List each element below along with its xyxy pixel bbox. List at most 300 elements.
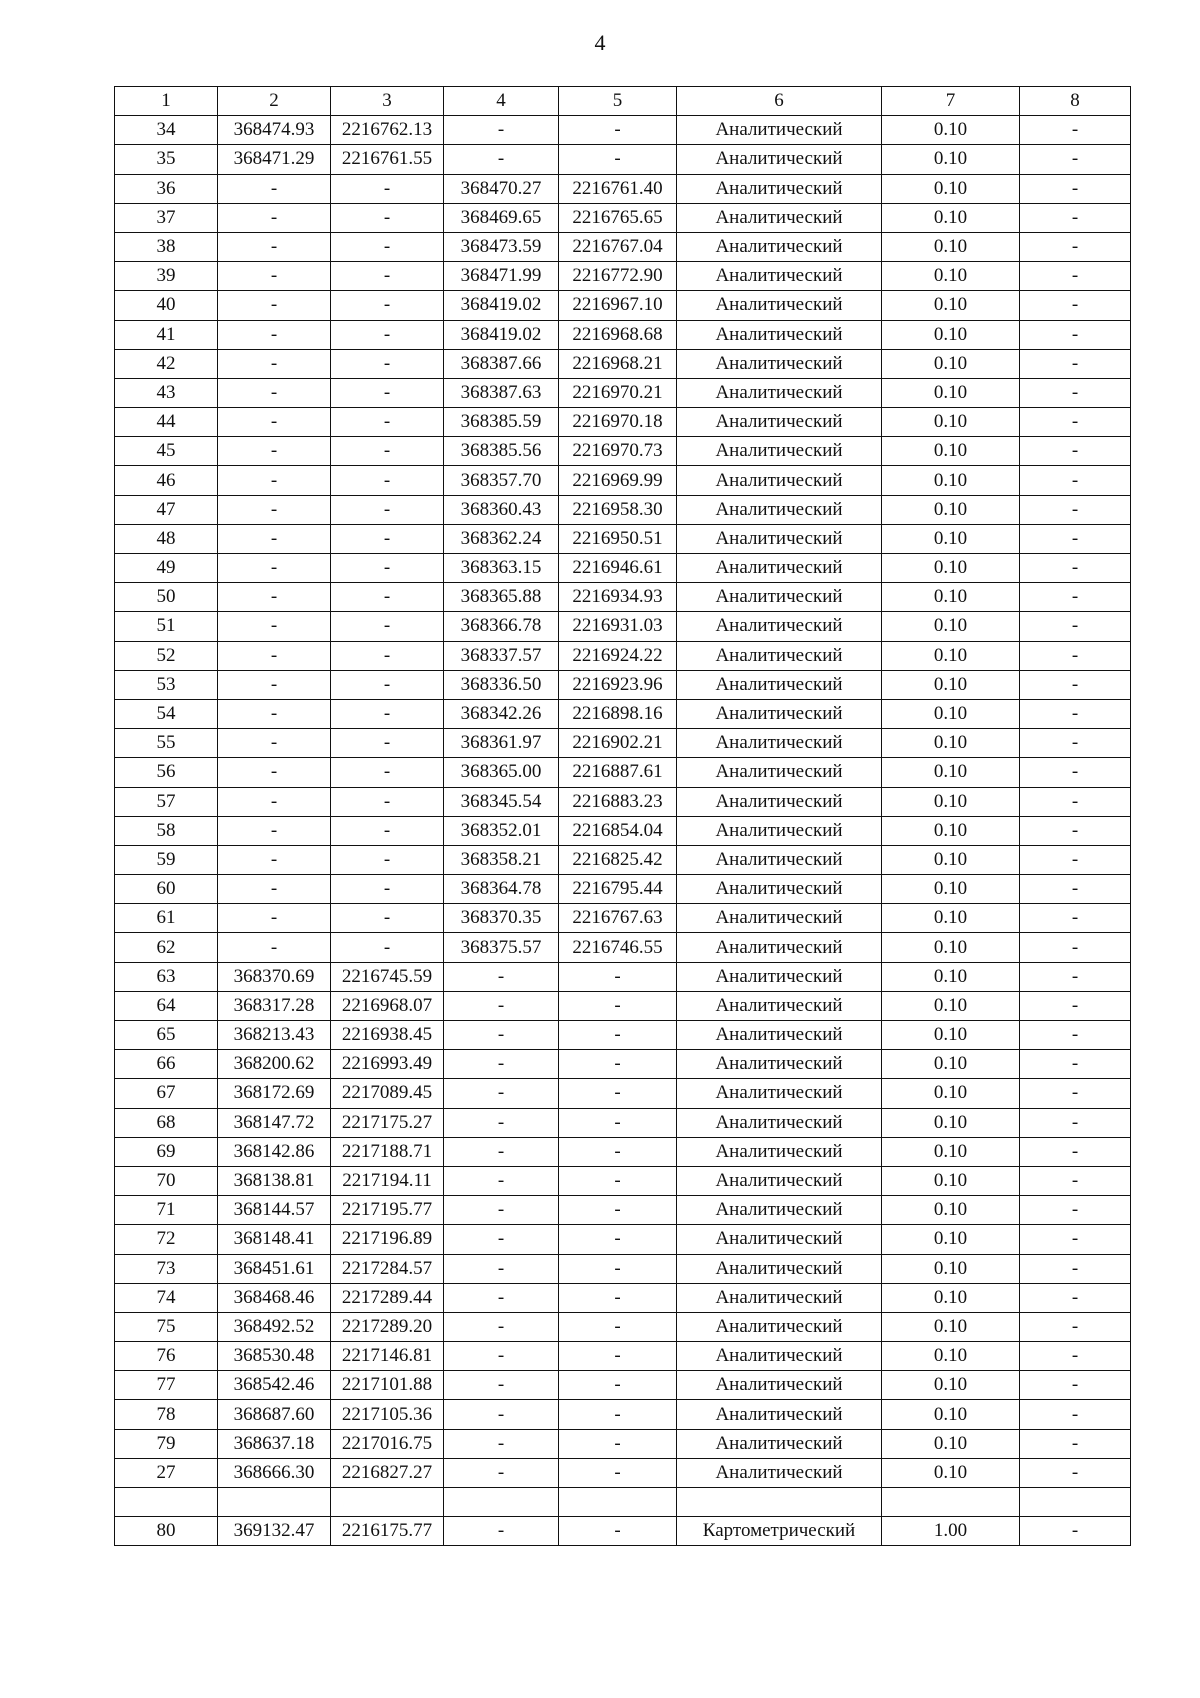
table-cell: - [331, 437, 444, 466]
table-cell: 0.10 [882, 203, 1020, 232]
table-cell: 2216970.21 [559, 378, 677, 407]
table-cell: 368492.52 [218, 1312, 331, 1341]
table-cell: - [1020, 437, 1131, 466]
table-cell: - [331, 758, 444, 787]
table-cell: - [218, 466, 331, 495]
table-cell: 368366.78 [444, 612, 559, 641]
table-cell: - [1020, 1225, 1131, 1254]
table-cell: 39 [115, 262, 218, 291]
table-cell: - [218, 291, 331, 320]
table-cell: - [559, 991, 677, 1020]
table-row [115, 1488, 1131, 1517]
table-row [115, 554, 1131, 583]
table-cell [677, 1488, 882, 1517]
table-cell: 2217196.89 [331, 1225, 444, 1254]
table-cell: 2216767.63 [559, 904, 677, 933]
table-cell: 0.10 [882, 904, 1020, 933]
table-row [115, 1225, 1131, 1254]
table-cell: 2217195.77 [331, 1196, 444, 1225]
table-row [115, 524, 1131, 553]
table-cell: 368370.35 [444, 904, 559, 933]
table-cell: 0.10 [882, 262, 1020, 291]
table-cell [882, 1488, 1020, 1517]
table-cell: 368361.97 [444, 729, 559, 758]
table-cell: 0.10 [882, 991, 1020, 1020]
table-cell: - [1020, 408, 1131, 437]
table-cell: - [444, 1079, 559, 1108]
table-cell: 75 [115, 1312, 218, 1341]
table-cell: - [218, 758, 331, 787]
table-row [115, 699, 1131, 728]
table-cell: - [218, 203, 331, 232]
table-cell: - [331, 262, 444, 291]
table-cell: 368385.59 [444, 408, 559, 437]
table-cell: - [1020, 991, 1131, 1020]
table-cell: 0.10 [882, 1342, 1020, 1371]
table-cell: 64 [115, 991, 218, 1020]
table-cell: 368148.41 [218, 1225, 331, 1254]
table-cell: - [1020, 962, 1131, 991]
table-cell: - [1020, 1137, 1131, 1166]
table-cell: 2216762.13 [331, 116, 444, 145]
table-cell: - [1020, 1458, 1131, 1487]
table-cell: Аналитический [677, 699, 882, 728]
table-cell: 2216958.30 [559, 495, 677, 524]
table-cell: 51 [115, 612, 218, 641]
table-cell: - [331, 554, 444, 583]
table-cell: - [444, 1517, 559, 1546]
table-cell: - [444, 1021, 559, 1050]
table-cell: 0.10 [882, 116, 1020, 145]
table-cell: Аналитический [677, 554, 882, 583]
table-cell: 368473.59 [444, 232, 559, 261]
table-cell: - [559, 1371, 677, 1400]
table-cell: 69 [115, 1137, 218, 1166]
table-cell: 368317.28 [218, 991, 331, 1020]
table-cell: - [1020, 1021, 1131, 1050]
table-cell: 0.10 [882, 1079, 1020, 1108]
table-cell: 57 [115, 787, 218, 816]
table-cell: Аналитический [677, 758, 882, 787]
table-cell: 68 [115, 1108, 218, 1137]
table-cell: 0.10 [882, 787, 1020, 816]
table-cell: Аналитический [677, 641, 882, 670]
table-cell: - [331, 203, 444, 232]
table-cell: - [218, 583, 331, 612]
table-cell: - [444, 1400, 559, 1429]
table-cell: 0.10 [882, 845, 1020, 874]
table-row [115, 1137, 1131, 1166]
table-cell: 0.10 [882, 495, 1020, 524]
table-cell: 61 [115, 904, 218, 933]
table-cell [115, 1488, 218, 1517]
table-cell: - [1020, 495, 1131, 524]
table-header-row [115, 87, 1131, 116]
table-cell: - [331, 378, 444, 407]
table-cell: Аналитический [677, 1021, 882, 1050]
table-cell: 0.10 [882, 554, 1020, 583]
table-row [115, 203, 1131, 232]
table-cell: 368358.21 [444, 845, 559, 874]
table-cell: - [444, 1283, 559, 1312]
table-cell: - [559, 116, 677, 145]
table-row [115, 408, 1131, 437]
table-cell: 63 [115, 962, 218, 991]
table-cell: Аналитический [677, 612, 882, 641]
table-cell: - [1020, 1400, 1131, 1429]
table-cell: Аналитический [677, 437, 882, 466]
table-cell: 2216745.59 [331, 962, 444, 991]
table-row [115, 378, 1131, 407]
table-cell: Аналитический [677, 904, 882, 933]
table-cell: 0.10 [882, 1021, 1020, 1050]
table-cell: 0.10 [882, 1225, 1020, 1254]
table-cell: - [1020, 524, 1131, 553]
table-cell: - [1020, 612, 1131, 641]
table-cell: - [331, 787, 444, 816]
table-cell: Аналитический [677, 203, 882, 232]
table-row [115, 991, 1131, 1020]
table-cell: - [559, 1196, 677, 1225]
table-cell: - [331, 349, 444, 378]
table-cell: - [1020, 378, 1131, 407]
column-header: 8 [1020, 87, 1131, 116]
table-row [115, 962, 1131, 991]
table-cell: 37 [115, 203, 218, 232]
table-cell: - [1020, 320, 1131, 349]
table-cell: 2216968.68 [559, 320, 677, 349]
table-cell: 2217188.71 [331, 1137, 444, 1166]
table-cell: - [559, 1283, 677, 1312]
table-cell: 2217194.11 [331, 1166, 444, 1195]
table-cell: - [331, 612, 444, 641]
table-cell: - [1020, 816, 1131, 845]
table-cell: 45 [115, 437, 218, 466]
table-cell: Аналитический [677, 116, 882, 145]
table-cell: 368357.70 [444, 466, 559, 495]
table-cell: Аналитический [677, 1196, 882, 1225]
table-cell: - [218, 554, 331, 583]
table-row [115, 145, 1131, 174]
table-cell: 38 [115, 232, 218, 261]
table-cell: 368530.48 [218, 1342, 331, 1371]
table-cell: - [559, 962, 677, 991]
table-row [115, 1079, 1131, 1108]
table-cell: 368342.26 [444, 699, 559, 728]
table-cell: 2216993.49 [331, 1050, 444, 1079]
table-cell: 368666.30 [218, 1458, 331, 1487]
table-cell: 2216761.55 [331, 145, 444, 174]
table-cell: - [559, 1342, 677, 1371]
table-row [115, 1371, 1131, 1400]
table-cell: 0.10 [882, 1312, 1020, 1341]
table-cell: 368345.54 [444, 787, 559, 816]
table-cell: - [1020, 699, 1131, 728]
table-cell: 2217175.27 [331, 1108, 444, 1137]
table-cell: 80 [115, 1517, 218, 1546]
table-cell: 2216970.18 [559, 408, 677, 437]
table-cell: 60 [115, 875, 218, 904]
table-cell: 50 [115, 583, 218, 612]
table-cell: 2217284.57 [331, 1254, 444, 1283]
column-header: 3 [331, 87, 444, 116]
column-header: 6 [677, 87, 882, 116]
table-cell: - [331, 699, 444, 728]
table-cell: 35 [115, 145, 218, 174]
table-cell: 0.10 [882, 320, 1020, 349]
table-cell: 0.10 [882, 1137, 1020, 1166]
table-cell: - [1020, 1166, 1131, 1195]
table-cell: 0.10 [882, 875, 1020, 904]
table-cell: - [444, 1429, 559, 1458]
table-cell: - [1020, 1517, 1131, 1546]
table-row [115, 758, 1131, 787]
table-cell: - [218, 495, 331, 524]
table-cell: - [218, 933, 331, 962]
table-cell: Аналитический [677, 1342, 882, 1371]
table-cell: - [444, 1312, 559, 1341]
table-cell: 0.10 [882, 962, 1020, 991]
table-cell: 2217289.44 [331, 1283, 444, 1312]
table-cell [1020, 1488, 1131, 1517]
table-cell: 0.10 [882, 1166, 1020, 1195]
table-row [115, 174, 1131, 203]
table-cell: 2216924.22 [559, 641, 677, 670]
table-cell: 49 [115, 554, 218, 583]
column-header: 1 [115, 87, 218, 116]
table-row [115, 437, 1131, 466]
table-cell: Аналитический [677, 1050, 882, 1079]
table-cell: Аналитический [677, 787, 882, 816]
table-cell: 43 [115, 378, 218, 407]
table-row [115, 116, 1131, 145]
table-cell: 0.10 [882, 612, 1020, 641]
table-cell: Аналитический [677, 1283, 882, 1312]
table-cell: - [331, 816, 444, 845]
table-cell: - [1020, 875, 1131, 904]
table-cell: - [218, 875, 331, 904]
table-cell: 0.10 [882, 729, 1020, 758]
table-cell: - [559, 1166, 677, 1195]
table-cell: - [218, 641, 331, 670]
table-cell: - [559, 145, 677, 174]
table-cell: 368419.02 [444, 320, 559, 349]
table-cell: - [444, 1225, 559, 1254]
table-cell: 42 [115, 349, 218, 378]
table-row [115, 1050, 1131, 1079]
table-cell: Аналитический [677, 1429, 882, 1458]
table-cell: 0.10 [882, 1371, 1020, 1400]
table-cell: 368352.01 [444, 816, 559, 845]
table-cell: - [444, 1458, 559, 1487]
table-cell: - [1020, 203, 1131, 232]
table-cell: - [331, 466, 444, 495]
table-cell: 41 [115, 320, 218, 349]
table-cell: 2216923.96 [559, 670, 677, 699]
table-cell: - [218, 232, 331, 261]
table-cell: 0.10 [882, 758, 1020, 787]
table-cell: 71 [115, 1196, 218, 1225]
table-cell: - [559, 1429, 677, 1458]
table-cell: 40 [115, 291, 218, 320]
table-row [115, 349, 1131, 378]
table-cell: 2216854.04 [559, 816, 677, 845]
table-cell: - [1020, 349, 1131, 378]
table-cell: 2216968.07 [331, 991, 444, 1020]
table-row [115, 1196, 1131, 1225]
table-cell: - [1020, 787, 1131, 816]
table-cell: 2216761.40 [559, 174, 677, 203]
table-cell: - [1020, 1050, 1131, 1079]
table-cell: - [1020, 262, 1131, 291]
table-cell: 36 [115, 174, 218, 203]
table-cell: Аналитический [677, 962, 882, 991]
table-cell: 0.10 [882, 933, 1020, 962]
table-cell: - [444, 1050, 559, 1079]
table-row [115, 1108, 1131, 1137]
table-cell: Аналитический [677, 466, 882, 495]
table-cell: 0.10 [882, 145, 1020, 174]
table-cell: - [1020, 1429, 1131, 1458]
table-cell: - [218, 729, 331, 758]
table-cell: 368385.56 [444, 437, 559, 466]
table-cell: - [331, 641, 444, 670]
column-header: 5 [559, 87, 677, 116]
table-row [115, 1254, 1131, 1283]
table-cell: - [331, 904, 444, 933]
table-cell: 52 [115, 641, 218, 670]
table-cell: - [218, 262, 331, 291]
table-cell: - [331, 291, 444, 320]
table-cell: 56 [115, 758, 218, 787]
table-cell: - [559, 1458, 677, 1487]
table-cell: 368213.43 [218, 1021, 331, 1050]
table-cell: 48 [115, 524, 218, 553]
table-cell: - [444, 116, 559, 145]
table-row [115, 1429, 1131, 1458]
table-cell: 46 [115, 466, 218, 495]
table-row [115, 262, 1131, 291]
table-cell: 0.10 [882, 437, 1020, 466]
table-cell: - [218, 787, 331, 816]
table-cell: 0.10 [882, 1429, 1020, 1458]
table-cell: Аналитический [677, 583, 882, 612]
table-cell: Аналитический [677, 1458, 882, 1487]
table-cell: Аналитический [677, 1108, 882, 1137]
table-cell: 58 [115, 816, 218, 845]
table-cell: - [1020, 845, 1131, 874]
table-cell: 368387.63 [444, 378, 559, 407]
table-cell: 0.10 [882, 1050, 1020, 1079]
table-cell: - [218, 904, 331, 933]
table-cell: 368471.29 [218, 145, 331, 174]
table-cell: 2216902.21 [559, 729, 677, 758]
table-cell: 368474.93 [218, 116, 331, 145]
table-cell: Аналитический [677, 1312, 882, 1341]
table-cell: 2216772.90 [559, 262, 677, 291]
table-cell: 0.10 [882, 349, 1020, 378]
table-cell: 74 [115, 1283, 218, 1312]
table-row [115, 1021, 1131, 1050]
table-cell: 0.10 [882, 699, 1020, 728]
table-cell: - [559, 1517, 677, 1546]
table-cell: - [331, 670, 444, 699]
table-cell: 0.10 [882, 1108, 1020, 1137]
table-row [115, 1458, 1131, 1487]
table-cell: - [559, 1137, 677, 1166]
table-cell: - [218, 612, 331, 641]
table-cell: 0.10 [882, 1283, 1020, 1312]
table-cell: 0.10 [882, 641, 1020, 670]
table-cell: 368365.00 [444, 758, 559, 787]
table-cell: 77 [115, 1371, 218, 1400]
table-cell: 54 [115, 699, 218, 728]
table-cell: - [1020, 232, 1131, 261]
table-cell: 2216767.04 [559, 232, 677, 261]
table-cell: 2216825.42 [559, 845, 677, 874]
table-cell: 2216970.73 [559, 437, 677, 466]
table-cell: - [331, 174, 444, 203]
table-cell: Аналитический [677, 495, 882, 524]
table-row [115, 291, 1131, 320]
table-cell: 368451.61 [218, 1254, 331, 1283]
table-cell: 368542.46 [218, 1371, 331, 1400]
table-cell: - [218, 320, 331, 349]
table-cell: Картометрический [677, 1517, 882, 1546]
table-cell: 368172.69 [218, 1079, 331, 1108]
table-cell: - [218, 349, 331, 378]
table-cell: 368138.81 [218, 1166, 331, 1195]
table-cell: 2216946.61 [559, 554, 677, 583]
table-cell: 65 [115, 1021, 218, 1050]
table-cell: - [1020, 641, 1131, 670]
table-cell: - [559, 1079, 677, 1108]
table-cell: 368470.27 [444, 174, 559, 203]
table-cell: 368687.60 [218, 1400, 331, 1429]
table-cell: 79 [115, 1429, 218, 1458]
column-header: 2 [218, 87, 331, 116]
table-cell: 0.10 [882, 1196, 1020, 1225]
table-cell: 2216746.55 [559, 933, 677, 962]
table-cell: Аналитический [677, 1225, 882, 1254]
table-cell: 2216827.27 [331, 1458, 444, 1487]
table-cell: 0.10 [882, 291, 1020, 320]
table-cell: 0.10 [882, 670, 1020, 699]
table-cell: 59 [115, 845, 218, 874]
table-cell: - [559, 1312, 677, 1341]
table-cell: - [1020, 758, 1131, 787]
table-cell: - [444, 1137, 559, 1166]
table-cell: Аналитический [677, 670, 882, 699]
table-cell: - [218, 670, 331, 699]
table-cell: 70 [115, 1166, 218, 1195]
table-cell: 2217146.81 [331, 1342, 444, 1371]
table-cell: 368375.57 [444, 933, 559, 962]
table-cell: - [331, 875, 444, 904]
table-cell: 0.10 [882, 524, 1020, 553]
table-cell: 53 [115, 670, 218, 699]
table-cell: 2216931.03 [559, 612, 677, 641]
table-cell: - [1020, 1196, 1131, 1225]
table-row [115, 1400, 1131, 1429]
table-cell [444, 1488, 559, 1517]
table-cell: 1.00 [882, 1517, 1020, 1546]
column-header: 7 [882, 87, 1020, 116]
table-cell: 2216795.44 [559, 875, 677, 904]
table-cell: Аналитический [677, 991, 882, 1020]
table-row [115, 1283, 1131, 1312]
table-cell: 368144.57 [218, 1196, 331, 1225]
